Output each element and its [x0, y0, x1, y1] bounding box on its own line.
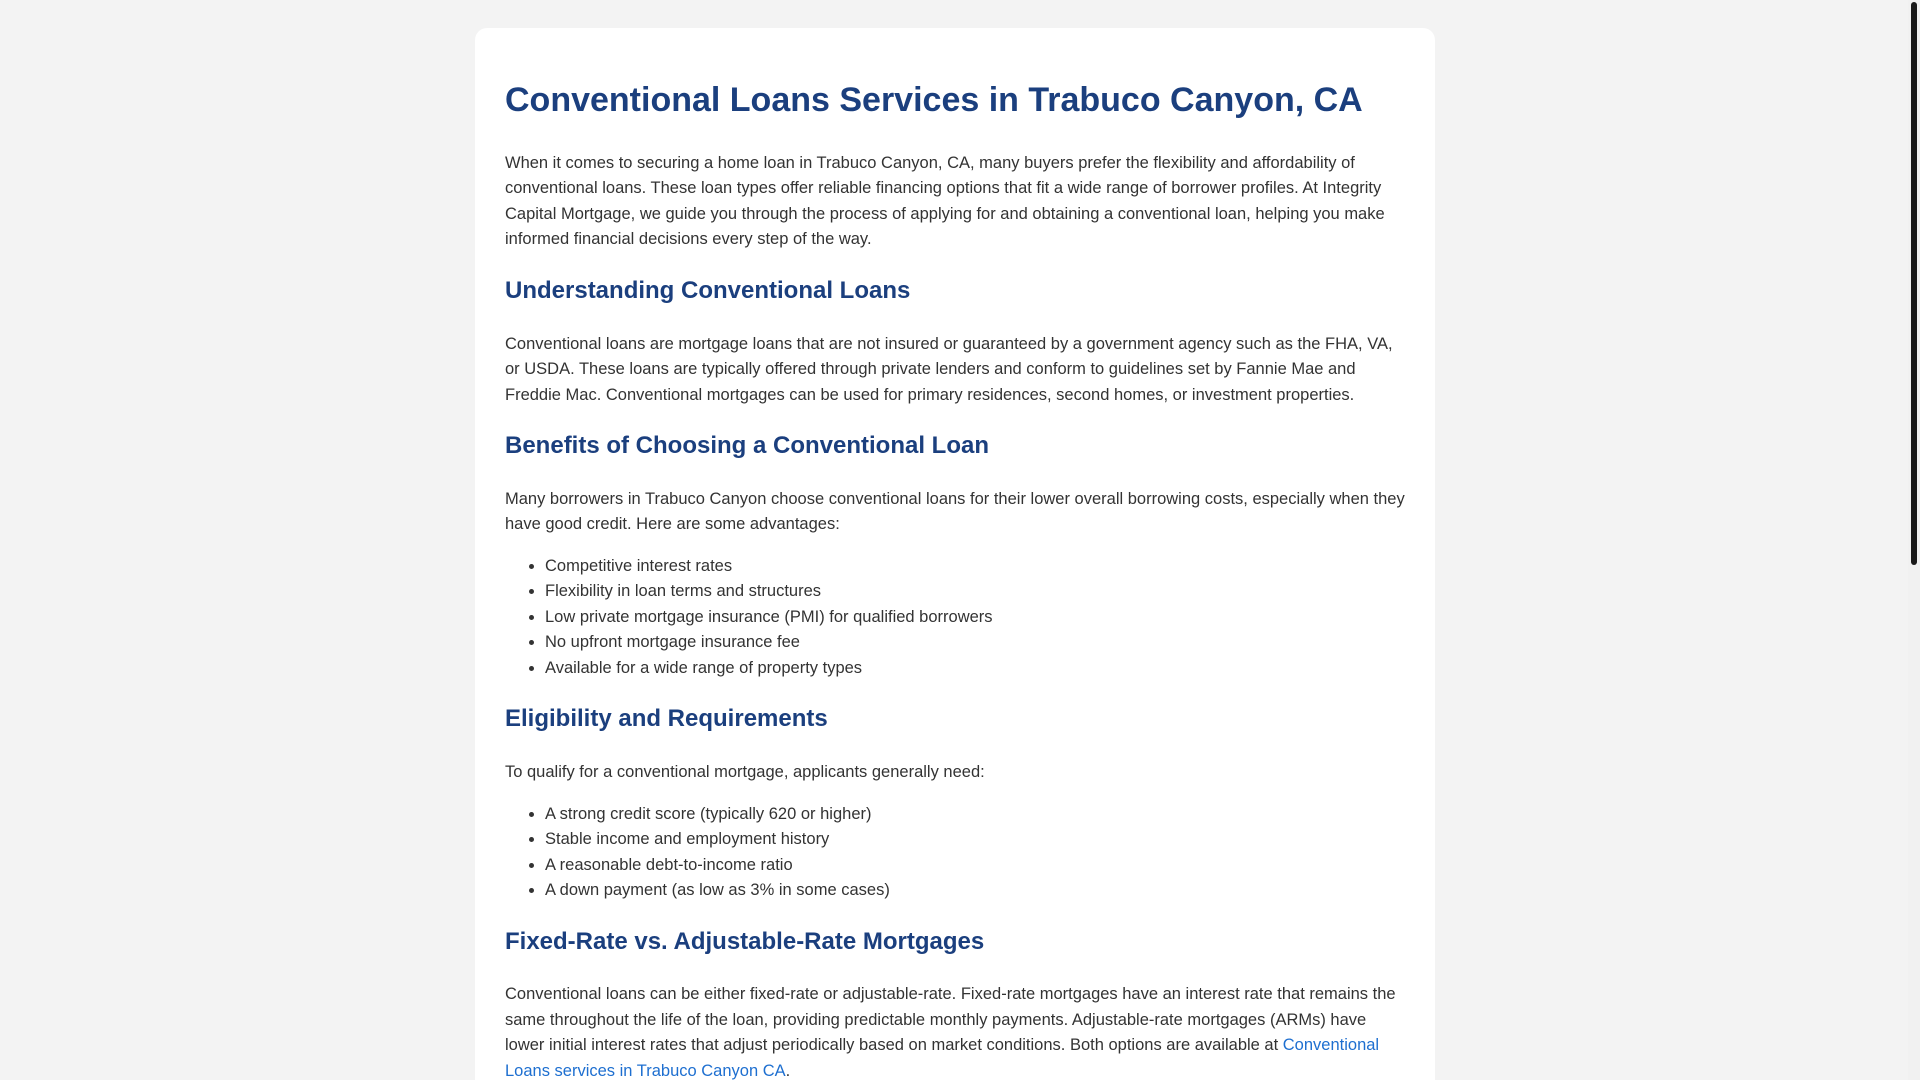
conventional-loans-services-link[interactable]: Conventional Loans services in Trabuco Canyon CA [505, 1036, 1380, 1080]
list-item: • Competitive interest rates [545, 554, 1405, 580]
paragraph-end: . [785, 1061, 791, 1080]
list-item: • A reasonable debt-to-income ratio [545, 853, 1405, 879]
eligibility-paragraph: To qualify for a conventional mortgage, applicants generally need: [505, 763, 985, 782]
scrollbar-thumb[interactable] [1911, 2, 1917, 565]
list-item: • Flexibility in loan terms and structures [545, 579, 1405, 605]
content-card [475, 28, 1435, 1080]
heading-eligibility: Eligibility and Requirements [505, 705, 828, 733]
list-item: • No upfront mortgage insurance fee [545, 630, 1405, 656]
heading-fixed-vs-adjustable: Fixed-Rate vs. Adjustable-Rate Mortgages [505, 927, 985, 955]
list-item: • Available for a wide range of property types [545, 656, 1405, 682]
understanding-paragraph: Conventional loans are mortgage loans that are not insured or guaranteed by a government agency such as the FHA, VA, or USDA. These loans are typically offered through private lenders and conform to guidelines set by Fannie Mae and Freddie Mac. Conventional mortgages can be used for primary residences, second homes, or investment properties. [505, 334, 1393, 404]
list-item: • A down payment (as low as 3% in some cases) [545, 878, 1405, 904]
intro-paragraph: When it comes to securing a home loan in Trabuco Canyon, CA, many buyers prefer the flexibility and affordability of conventional loans. These loan types offer reliable financing options that fit a wide range of borrower profiles. At Integrity Capital Mortgage, we guide you through the process of applying for and obtaining a conventional loan, helping you make informed financial decisions every step of the way. [505, 153, 1385, 249]
benefits-paragraph: Many borrowers in Trabuco Canyon choose conventional loans for their lower overall borrowing costs, especially when they have good credit. Here are some advantages: [505, 489, 1405, 534]
paragraph-text: Conventional loans can be either fixed-rate or adjustable-rate. Fixed-rate mortgages have an interest rate that remains the same throughout the life of the loan, providing predictable monthly payments. Adjustable-rate mortgages (ARMs) have lower initial interest rates that adjust periodically based on market conditions. Both options are available at [505, 985, 1396, 1055]
benefits-list [505, 554, 1405, 682]
list-item: • Low private mortgage insurance (PMI) for qualified borrowers [545, 605, 1405, 631]
eligibility-list [505, 802, 1405, 904]
list-item: • Stable income and employment history [545, 827, 1405, 853]
page-title: Conventional Loans Services in Trabuco Canyon, CA [505, 81, 1363, 119]
heading-understanding: Understanding Conventional Loans [505, 276, 911, 304]
list-item: • A strong credit score (typically 620 or higher) [545, 802, 1405, 828]
vertical-scrollbar[interactable] [1908, 0, 1920, 1080]
heading-benefits: Benefits of Choosing a Conventional Loan [505, 432, 990, 460]
fixed-vs-adjustable-paragraph [505, 982, 1405, 1080]
